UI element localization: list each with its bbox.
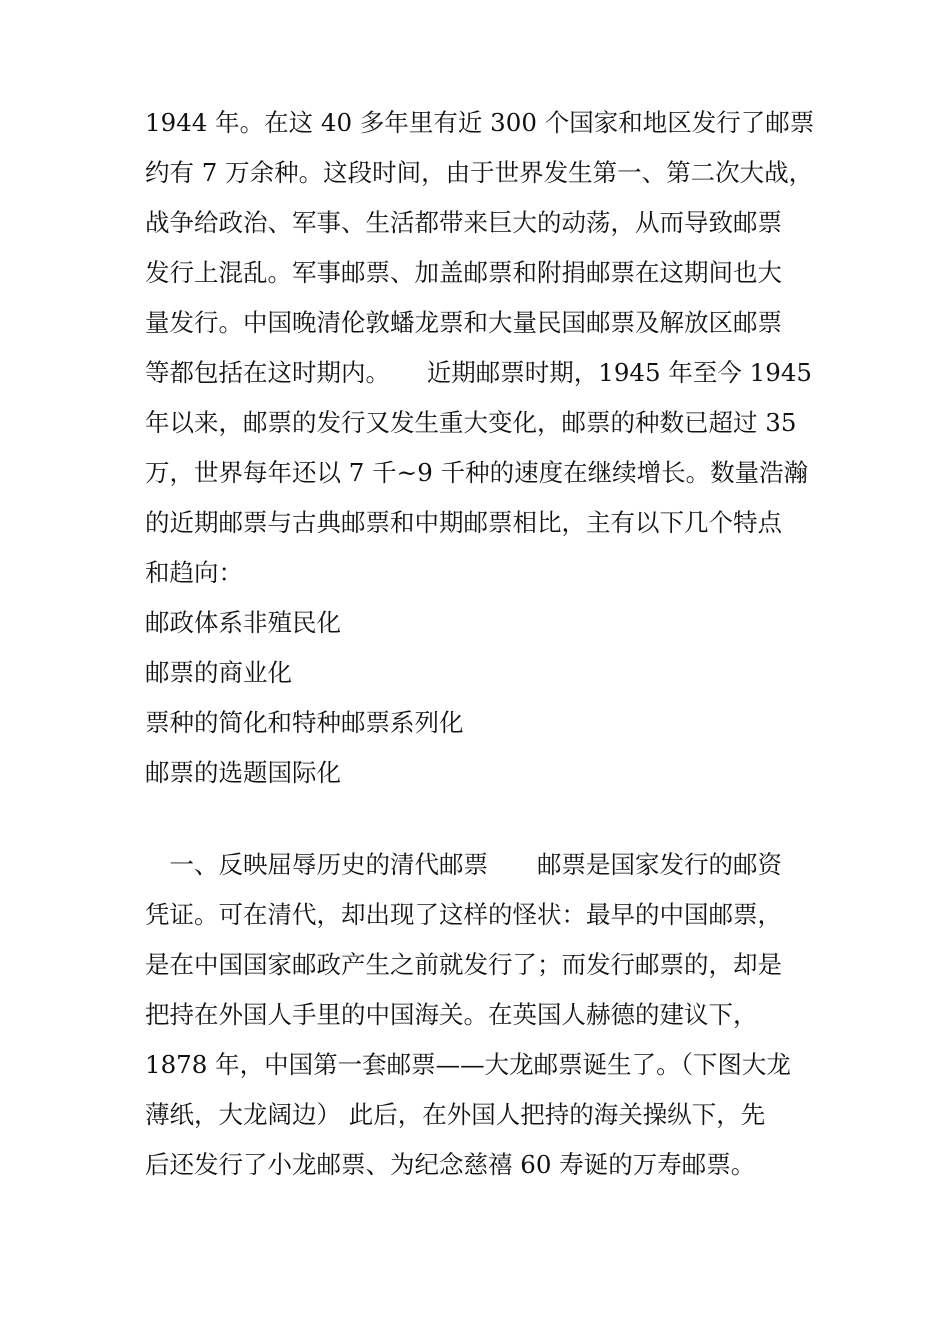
- paragraph-qing-dynasty-stamps: [145, 840, 810, 1190]
- text-line: 一、反映屈辱历史的清代邮票 邮票是国家发行的邮资: [145, 850, 782, 879]
- text-line: 等都包括在这时期内。 近期邮票时期，1945 年至今 1945: [145, 358, 813, 387]
- text-line: 和趋向：: [145, 558, 243, 587]
- text-line: 凭证。可在清代，却出现了这样的怪状：最早的中国邮票，: [145, 900, 782, 929]
- list-item: 邮票的选题国际化: [145, 758, 341, 787]
- list-item: 票种的简化和特种邮票系列化: [145, 708, 464, 737]
- paragraph-stamp-periods: [145, 98, 815, 598]
- text-line: 战争给政治、军事、生活都带来巨大的动荡，从而导致邮票: [145, 208, 782, 237]
- text-line: 万，世界每年还以 7 千~9 千种的速度在继续增长。数量浩瀚: [145, 458, 809, 487]
- list-item: 邮政体系非殖民化: [145, 608, 341, 637]
- text-line: 1878 年，中国第一套邮票——大龙邮票诞生了。（下图大龙: [145, 1050, 791, 1079]
- text-line: 量发行。中国晚清伦敦蟠龙票和大量民国邮票及解放区邮票: [145, 308, 782, 337]
- list-item: 邮票的商业化: [145, 658, 292, 687]
- text-line: 把持在外国人手里的中国海关。在英国人赫德的建议下，: [145, 1000, 758, 1029]
- text-line: 后还发行了小龙邮票、为纪念慈禧 60 寿诞的万寿邮票。: [145, 1150, 756, 1179]
- text-line: 约有 7 万余种。这段时间，由于世界发生第一、第二次大战，: [145, 158, 814, 187]
- text-line: 年以来，邮票的发行又发生重大变化，邮票的种数已超过 35: [145, 408, 797, 437]
- text-line: 是在中国国家邮政产生之前就发行了；而发行邮票的，却是: [145, 950, 782, 979]
- text-line: 1944 年。在这 40 多年里有近 300 个国家和地区发行了邮票: [145, 108, 815, 137]
- text-line: 薄纸，大龙阔边） 此后，在外国人把持的海关操纵下，先: [145, 1100, 766, 1129]
- text-line: 发行上混乱。军事邮票、加盖邮票和附捐邮票在这期间也大: [145, 258, 782, 287]
- text-line: 的近期邮票与古典邮票和中期邮票相比，主有以下几个特点: [145, 508, 782, 537]
- trend-list: [145, 598, 810, 798]
